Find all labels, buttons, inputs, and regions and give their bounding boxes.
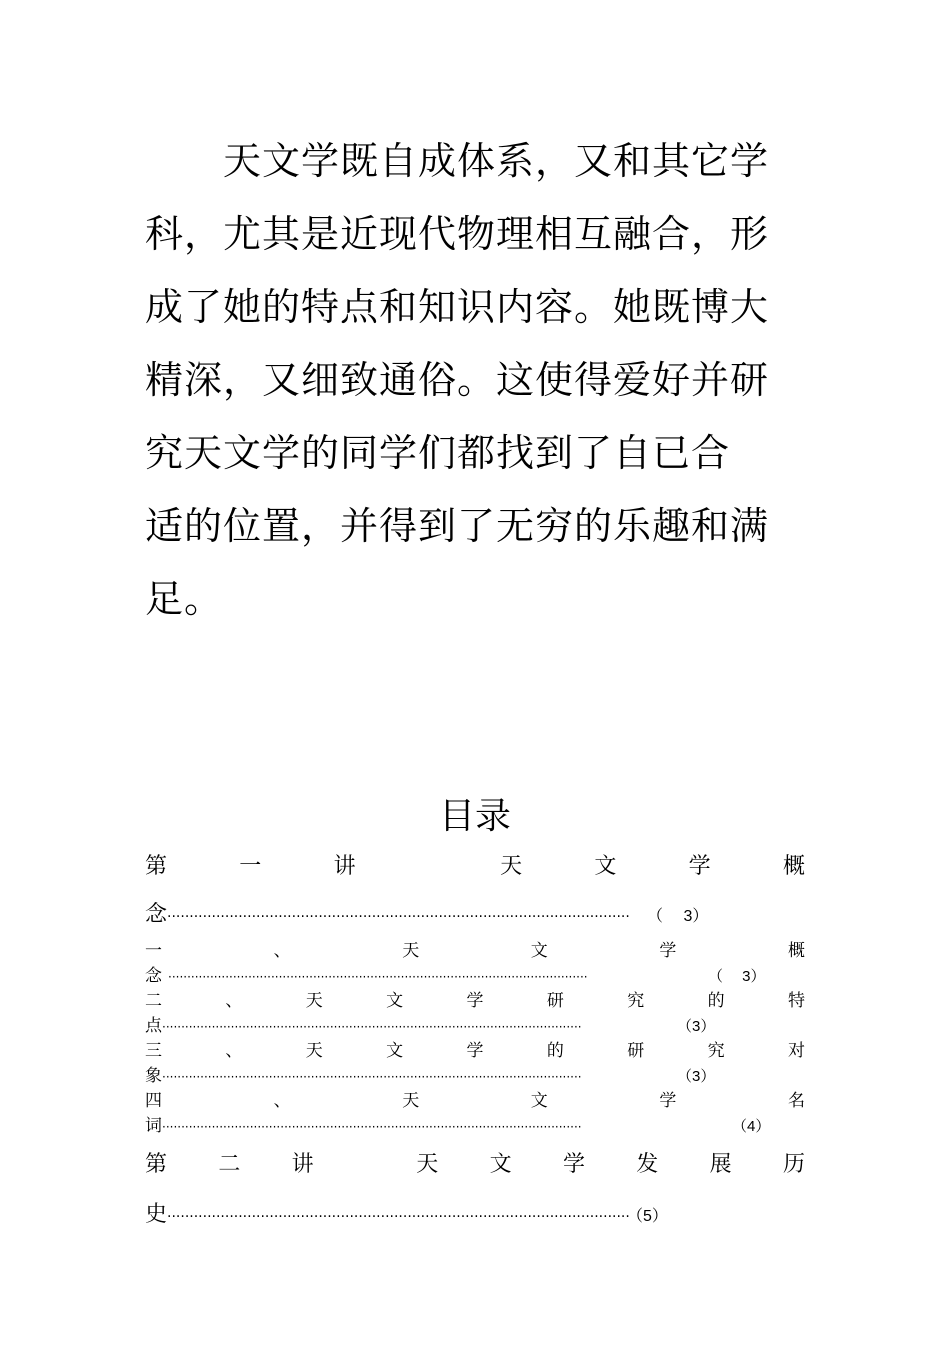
intro-line: 天文学既自成体系，又和其它学 — [145, 139, 770, 183]
toc-entry-tail: 念 — [145, 966, 162, 986]
dot-leader: ·············································································································· — [162, 1020, 582, 1034]
toc-char: 对 — [788, 1041, 805, 1061]
toc-item-3-heading[interactable] — [145, 1040, 805, 1062]
toc-page-number: （5） — [627, 1208, 668, 1225]
toc-page-number: （4） — [732, 1118, 771, 1135]
toc-page-number: （ 3） — [708, 968, 766, 985]
toc-page-number: （ 3） — [647, 908, 709, 925]
toc-char: 文 — [530, 941, 548, 961]
toc-page-number: （3） — [677, 1018, 716, 1035]
intro-line: 精深，又细致通俗。这使得爱好并研 — [145, 358, 770, 402]
toc-char: 天 — [416, 1152, 439, 1177]
toc-char: 、 — [225, 991, 243, 1011]
intro-line: 适的位置，并得到了无穷的乐趣和满 — [145, 504, 770, 548]
toc-char: 一 — [145, 941, 162, 961]
intro-line: 足。 — [145, 577, 224, 621]
toc-char: 第 — [145, 854, 168, 879]
toc-item-4-entry[interactable] — [145, 1115, 770, 1138]
toc-char: 究 — [627, 991, 645, 1011]
toc-char: 特 — [788, 991, 805, 1011]
toc-char: 的 — [546, 1041, 564, 1061]
toc-char: 天 — [402, 1091, 420, 1111]
toc-char: 二 — [145, 991, 162, 1011]
toc-entry-tail: 史 — [145, 1202, 168, 1227]
toc-char: 的 — [707, 991, 725, 1011]
dot-leader: ········································································································ — [167, 1209, 630, 1225]
intro-line: 究天文学的同学们都找到了自已合 — [145, 431, 731, 475]
toc-item-1-heading[interactable] — [145, 940, 805, 962]
dot-leader: ·············································································································· — [162, 1070, 582, 1084]
toc-char: 天 — [500, 854, 523, 879]
toc-char: 天 — [402, 941, 420, 961]
toc-entry-tail: 念 — [145, 902, 168, 927]
toc-char: 、 — [273, 941, 291, 961]
toc-char: 历 — [782, 1152, 805, 1177]
toc-char: 学 — [659, 1091, 677, 1111]
toc-item-3-entry[interactable] — [145, 1065, 715, 1088]
toc-char: 天 — [305, 991, 323, 1011]
toc-char: 研 — [546, 991, 564, 1011]
toc-char: 二 — [218, 1152, 241, 1177]
toc-entry-tail: 点 — [145, 1016, 162, 1036]
toc-char: 文 — [489, 1152, 512, 1177]
toc-char: 、 — [273, 1091, 291, 1111]
toc-item-4-heading[interactable] — [145, 1090, 805, 1112]
dot-leader: ·············································································································· — [168, 970, 588, 984]
toc-char: 研 — [627, 1041, 645, 1061]
toc-title: 目录 — [438, 796, 511, 837]
toc-char: 文 — [386, 991, 404, 1011]
toc-entry-tail: 象 — [145, 1066, 162, 1086]
toc-lecture-2-entry[interactable] — [145, 1200, 668, 1232]
dot-leader: ········································································································ — [167, 909, 630, 925]
toc-char: 讲 — [291, 1152, 314, 1177]
toc-lecture-2-heading[interactable] — [145, 1150, 805, 1180]
toc-entry-tail: 词 — [145, 1116, 162, 1136]
intro-line: 科，尤其是近现代物理相互融合，形 — [145, 212, 770, 256]
toc-char: 一 — [239, 854, 262, 879]
toc-char: 概 — [787, 941, 805, 961]
toc-char: 四 — [145, 1091, 162, 1111]
toc-char: 讲 — [333, 854, 356, 879]
toc-char: 究 — [707, 1041, 725, 1061]
toc-char: 文 — [530, 1091, 548, 1111]
toc-char: 发 — [636, 1152, 659, 1177]
toc-char: 三 — [145, 1041, 162, 1061]
intro-paragraph — [145, 125, 770, 636]
toc-char: 名 — [787, 1091, 805, 1111]
toc-char: 文 — [386, 1041, 404, 1061]
toc-char: 学 — [466, 991, 484, 1011]
toc-lecture-1-entry[interactable] — [145, 900, 708, 932]
toc-char: 文 — [594, 854, 617, 879]
toc-char: 学 — [659, 941, 677, 961]
toc-char: 展 — [709, 1152, 732, 1177]
toc-item-2-heading[interactable] — [145, 990, 805, 1012]
toc-char: 学 — [688, 854, 711, 879]
toc-char: 学 — [466, 1041, 484, 1061]
dot-leader: ·············································································································· — [162, 1120, 582, 1134]
toc-char: 学 — [562, 1152, 585, 1177]
toc-char: 天 — [305, 1041, 323, 1061]
toc-char: 第 — [145, 1152, 168, 1177]
toc-char: 概 — [782, 854, 805, 879]
toc-item-1-entry[interactable] — [145, 965, 766, 988]
toc-item-2-entry[interactable] — [145, 1015, 715, 1038]
toc-char: 、 — [225, 1041, 243, 1061]
toc-page-number: （3） — [677, 1068, 716, 1085]
intro-line: 成了她的特点和知识内容。她既博大 — [145, 285, 770, 329]
toc-lecture-1-heading[interactable] — [145, 852, 805, 882]
